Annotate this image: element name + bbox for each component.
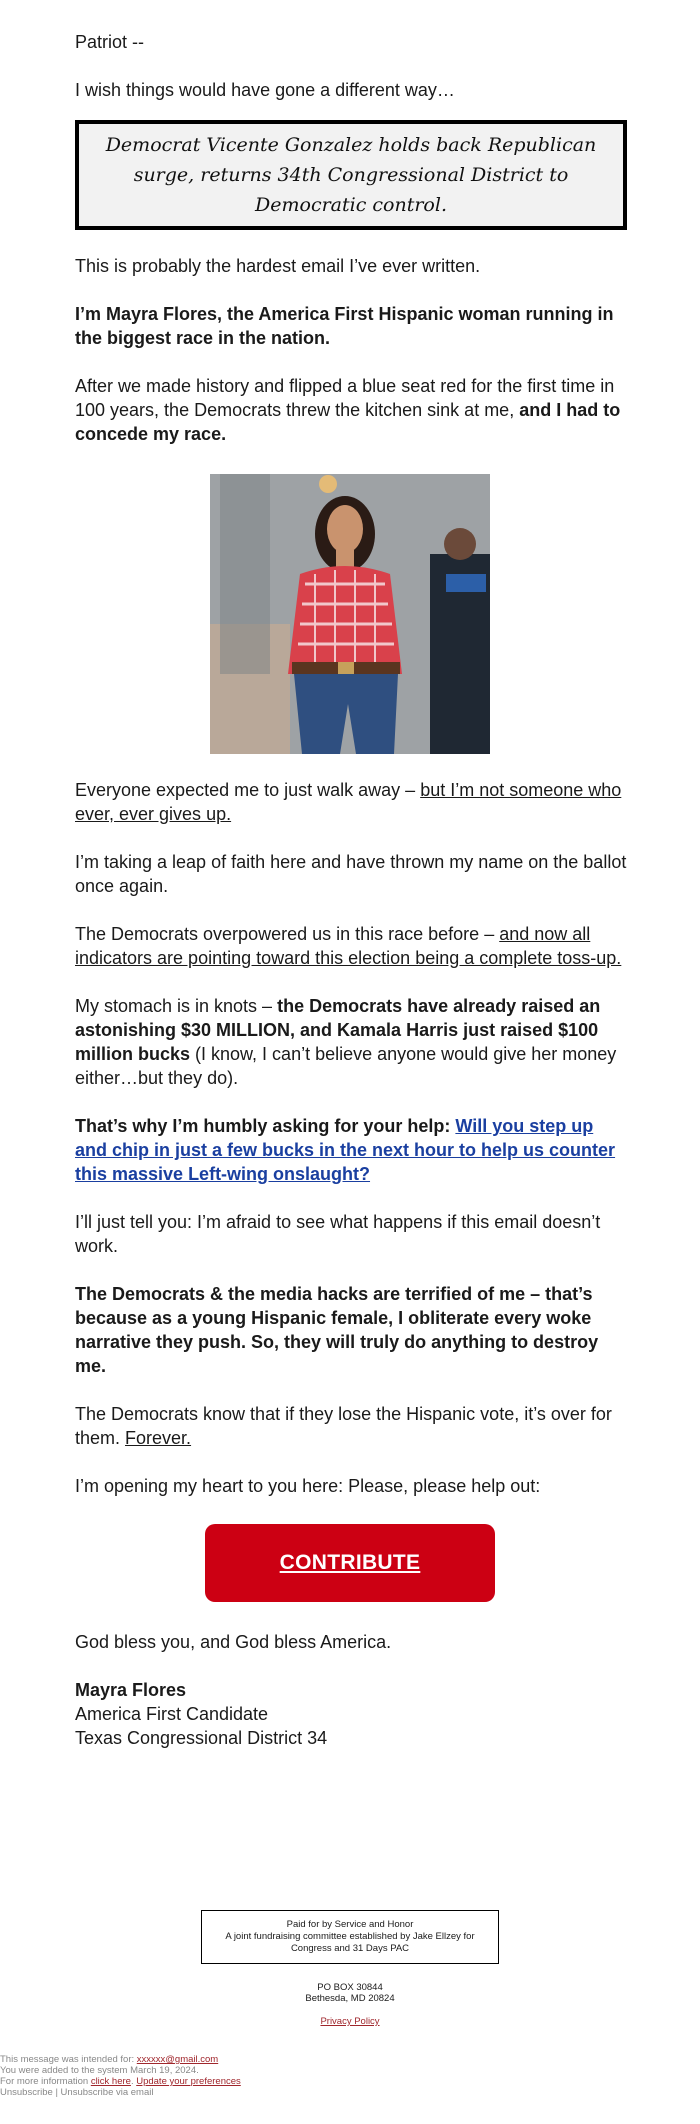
signature-district: Texas Congressional District 34: [75, 1728, 328, 1748]
fundraising-bold: the Democrats have already raised an astonishing $30 MILLION, and Kamala Harris just raised $100 million bucks: [75, 996, 601, 1064]
signature-title: America First Candidate: [75, 1704, 269, 1724]
more-info-separator: .: [130, 2076, 137, 2087]
unsubscribe-line[interactable]: Unsubscribe | Unsubscribe via email: [0, 2087, 154, 2098]
hispanic-vote-text: The Democrats know that if they lose the Hispanic vote, it’s over for them.: [75, 1404, 612, 1448]
ask-bold: That’s why I’m humbly asking for your help:: [75, 1116, 456, 1136]
privacy-policy-link[interactable]: Privacy Policy: [320, 2016, 380, 2027]
more-info-line: [0, 2076, 241, 2087]
headline-text: Democrat Vicente Gonzalez holds back Republican surge, returns 34th Congressional District to Democratic control.: [105, 134, 597, 216]
candidate-photo-illustration: [210, 474, 490, 754]
toss-up-text: The Democrats overpowered us in this race before –: [75, 924, 500, 944]
walk-away-underline: but I’m not someone who ever, ever gives up.: [75, 780, 622, 824]
paragraph-hispanic-vote: [75, 1402, 627, 1450]
city-line: Bethesda, MD 20824: [305, 1993, 395, 2004]
closing-line: God bless you, and God bless America.: [75, 1632, 392, 1652]
headline-box: [75, 120, 627, 230]
intended-for-label: This message was intended for:: [0, 2054, 137, 2065]
history-bold: and I had to concede my race.: [75, 400, 621, 444]
recipient-email-link[interactable]: xxxxxx@gmail.com: [136, 2054, 219, 2065]
paragraph-toss-up: [75, 922, 627, 970]
committee-line: A joint fundraising committee established by Jake Ellzey for Congress and 31 Days PAC: [225, 1931, 475, 1954]
terrified-bold: The Democrats & the media hacks are terrified of me – that’s because as a young Hispanic female, I obliterate every woke narrative they push. So, they will truly do anything to destroy me.: [75, 1284, 599, 1376]
signature-name-bold: Mayra Flores: [75, 1680, 187, 1700]
greeting: Patriot --: [75, 32, 145, 52]
paid-for-line: Paid for by Service and Honor: [286, 1919, 414, 1930]
contribute-button[interactable]: CONTRIBUTE: [205, 1524, 495, 1602]
paragraph-terrified: [75, 1282, 627, 1378]
paragraph-leap-of-faith: I’m taking a leap of faith here and have thrown my name on the ballot once again.: [75, 852, 627, 896]
paragraph-hardest-email: This is probably the hardest email I’ve ever written.: [75, 256, 481, 276]
paragraph-introduction: [75, 302, 627, 350]
added-date-line: You were added to the system March 19, 2024.: [0, 2065, 199, 2076]
intro-line: I wish things would have gone a different way…: [75, 80, 455, 100]
signature-name: [75, 1678, 627, 1702]
walk-away-text: Everyone expected me to just walk away –: [75, 780, 421, 800]
paragraph-fundraising: [75, 994, 627, 1090]
disclaimer-box: [201, 1910, 499, 1964]
fundraising-text: My stomach is in knots –: [75, 996, 278, 1016]
po-box: PO BOX 30844: [317, 1982, 383, 1993]
intended-for-line: [0, 2054, 218, 2065]
update-preferences-link[interactable]: Update your preferences: [136, 2076, 241, 2087]
fundraising-aside: (I know, I can’t believe anyone would give her money either…but they do).: [75, 1044, 617, 1088]
history-text: After we made history and flipped a blue seat red for the first time in 100 years, the Democrats threw the kitchen sink at me,: [75, 376, 615, 420]
more-info-label: For more information: [0, 2076, 91, 2087]
click-here-link[interactable]: click here: [90, 2076, 131, 2087]
candidate-photo: [210, 474, 490, 754]
forever-underline: Forever.: [125, 1428, 192, 1448]
paragraph-walk-away: [75, 778, 627, 826]
paragraph-afraid: I’ll just tell you: I’m afraid to see what happens if this email doesn’t work.: [75, 1212, 601, 1256]
toss-up-underline: and now all indicators are pointing toward this election being a complete toss-up.: [75, 924, 622, 968]
donate-link[interactable]: Will you step up and chip in just a few bucks in the next hour to help us counter this massive Left-wing onslaught?: [75, 1116, 616, 1184]
paragraph-open-heart: I’m opening my heart to you here: Please, please help out:: [75, 1476, 541, 1496]
paragraph-ask: [75, 1114, 627, 1186]
paragraph-history: [75, 374, 627, 446]
intro-bold: I’m Mayra Flores, the America First Hispanic woman running in the biggest race in the nation.: [75, 304, 614, 348]
